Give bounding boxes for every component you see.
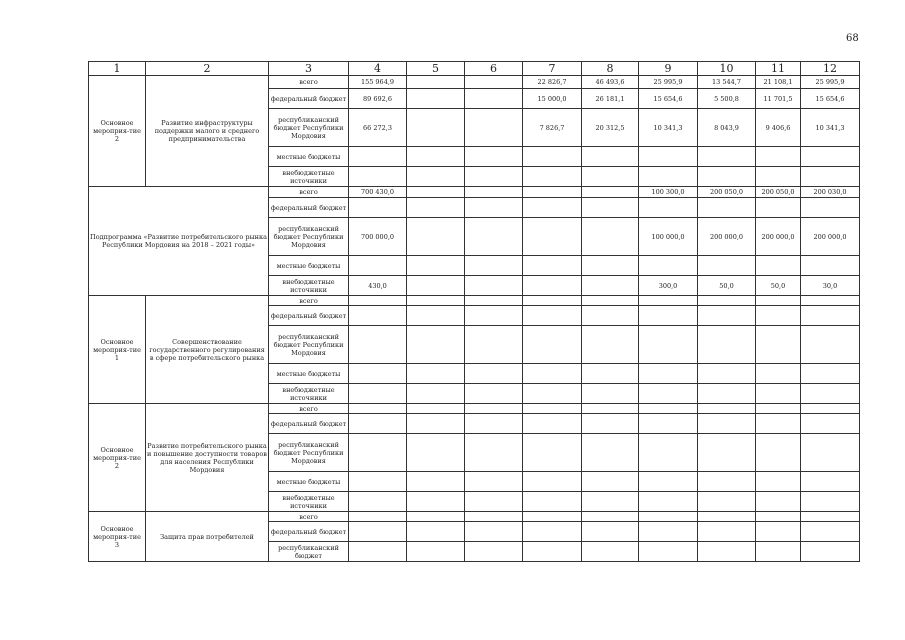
cell-col8: [582, 472, 639, 492]
cell-col7: [523, 542, 582, 562]
cell-col11: [756, 522, 801, 542]
cell-col5: [407, 512, 465, 522]
funding-source: местные бюджеты: [269, 256, 349, 276]
header-cell: 5: [407, 62, 465, 76]
cell-col6: [465, 384, 523, 404]
cell-col6: [465, 522, 523, 542]
cell-col12: [801, 147, 860, 167]
cell-col6: [465, 326, 523, 364]
cell-col5: [407, 306, 465, 326]
subprogram-name: Подпрограмма «Развитие потребительского рынка Республики Мордовия на 2018 – 2021 годы»: [89, 187, 269, 296]
cell-col9: [639, 256, 698, 276]
cell-col11: [756, 364, 801, 384]
cell-col8: [582, 522, 639, 542]
funding-source: республиканский бюджет Республики Мордовия: [269, 218, 349, 256]
table-row: [89, 187, 860, 198]
cell-col5: [407, 187, 465, 198]
cell-col4: [349, 296, 407, 306]
cell-col8: [582, 364, 639, 384]
cell-col4: [349, 167, 407, 187]
cell-col5: [407, 276, 465, 296]
cell-col5: [407, 326, 465, 364]
cell-col10: 200 000,0: [698, 218, 756, 256]
funding-source: всего: [269, 187, 349, 198]
cell-col9: [639, 306, 698, 326]
cell-col5: [407, 198, 465, 218]
cell-col5: [407, 147, 465, 167]
cell-col7: [523, 276, 582, 296]
cell-col9: [639, 492, 698, 512]
cell-col7: [523, 198, 582, 218]
cell-col5: [407, 296, 465, 306]
cell-col9: 15 654,6: [639, 89, 698, 109]
cell-col9: [639, 296, 698, 306]
cell-col11: [756, 414, 801, 434]
cell-col12: [801, 306, 860, 326]
cell-col9: 300,0: [639, 276, 698, 296]
cell-col6: [465, 414, 523, 434]
cell-col12: [801, 404, 860, 414]
cell-col10: 200 050,0: [698, 187, 756, 198]
header-cell: 9: [639, 62, 698, 76]
cell-col9: 10 341,3: [639, 109, 698, 147]
table-row: [89, 296, 860, 306]
funding-source: внебюджетные источники: [269, 276, 349, 296]
cell-col12: [801, 522, 860, 542]
cell-col8: [582, 198, 639, 218]
cell-col6: [465, 492, 523, 512]
cell-col5: [407, 109, 465, 147]
cell-col10: 5 500,8: [698, 89, 756, 109]
cell-col8: [582, 434, 639, 472]
cell-col8: [582, 384, 639, 404]
cell-col7: [523, 512, 582, 522]
cell-col5: [407, 414, 465, 434]
cell-col6: [465, 364, 523, 384]
funding-source: внебюджетные источники: [269, 384, 349, 404]
cell-col4: [349, 512, 407, 522]
cell-col12: [801, 512, 860, 522]
cell-col9: 100 000,0: [639, 218, 698, 256]
cell-col12: [801, 542, 860, 562]
cell-col8: [582, 492, 639, 512]
header-cell: 7: [523, 62, 582, 76]
cell-col12: [801, 326, 860, 364]
cell-col10: [698, 384, 756, 404]
cell-col12: [801, 472, 860, 492]
cell-col7: [523, 187, 582, 198]
cell-col11: 200 050,0: [756, 187, 801, 198]
activity-label: Основное мероприя-тие 3: [89, 512, 146, 562]
header-cell: 1: [89, 62, 146, 76]
funding-source: республиканский бюджет Республики Мордовия: [269, 326, 349, 364]
cell-col7: [523, 326, 582, 364]
cell-col10: 8 043,9: [698, 109, 756, 147]
cell-col11: [756, 198, 801, 218]
cell-col9: [639, 167, 698, 187]
cell-col10: [698, 512, 756, 522]
cell-col9: 100 300,0: [639, 187, 698, 198]
cell-col11: 9 406,6: [756, 109, 801, 147]
cell-col12: 10 341,3: [801, 109, 860, 147]
cell-col4: [349, 306, 407, 326]
cell-col9: [639, 198, 698, 218]
cell-col7: [523, 522, 582, 542]
cell-col4: [349, 198, 407, 218]
cell-col12: [801, 364, 860, 384]
cell-col4: 700 430,0: [349, 187, 407, 198]
cell-col6: [465, 512, 523, 522]
cell-col7: [523, 492, 582, 512]
cell-col6: [465, 109, 523, 147]
cell-col6: [465, 434, 523, 472]
cell-col5: [407, 167, 465, 187]
cell-col5: [407, 492, 465, 512]
cell-col12: [801, 434, 860, 472]
cell-col7: [523, 218, 582, 256]
cell-col10: [698, 472, 756, 492]
cell-col5: [407, 256, 465, 276]
cell-col4: [349, 326, 407, 364]
cell-col6: [465, 472, 523, 492]
cell-col10: [698, 306, 756, 326]
cell-col8: [582, 404, 639, 414]
cell-col9: [639, 522, 698, 542]
cell-col8: [582, 512, 639, 522]
cell-col11: [756, 296, 801, 306]
cell-col11: [756, 472, 801, 492]
funding-source: местные бюджеты: [269, 147, 349, 167]
activity-label: Основное мероприя-тие 1: [89, 296, 146, 404]
cell-col4: [349, 472, 407, 492]
cell-col11: 200 000,0: [756, 218, 801, 256]
funding-source: внебюджетные источники: [269, 492, 349, 512]
funding-source: местные бюджеты: [269, 472, 349, 492]
activity-name: Развитие потребительского рынка и повышение доступности товаров для населения Республики Мордовия: [146, 404, 269, 512]
cell-col6: [465, 256, 523, 276]
cell-col11: 21 108,1: [756, 76, 801, 89]
cell-col8: [582, 218, 639, 256]
cell-col9: [639, 404, 698, 414]
cell-col10: [698, 522, 756, 542]
cell-col4: [349, 147, 407, 167]
funding-source: федеральный бюджет: [269, 198, 349, 218]
cell-col5: [407, 384, 465, 404]
funding-source: республиканский бюджет Республики Мордовия: [269, 434, 349, 472]
cell-col7: [523, 404, 582, 414]
table-row: [89, 512, 860, 522]
cell-col11: [756, 492, 801, 512]
cell-col7: [523, 384, 582, 404]
cell-col9: [639, 472, 698, 492]
cell-col9: [639, 414, 698, 434]
cell-col9: [639, 326, 698, 364]
cell-col4: [349, 414, 407, 434]
cell-col8: [582, 167, 639, 187]
page-number: 68: [846, 33, 859, 44]
header-cell: 8: [582, 62, 639, 76]
header-cell: 6: [465, 62, 523, 76]
cell-col9: [639, 542, 698, 562]
cell-col6: [465, 276, 523, 296]
header-cell: 10: [698, 62, 756, 76]
cell-col11: [756, 147, 801, 167]
cell-col12: [801, 167, 860, 187]
cell-col12: [801, 296, 860, 306]
cell-col8: [582, 542, 639, 562]
cell-col8: 26 181,1: [582, 89, 639, 109]
cell-col7: [523, 256, 582, 276]
funding-source: внебюджетные источники: [269, 167, 349, 187]
cell-col7: [523, 364, 582, 384]
cell-col5: [407, 404, 465, 414]
cell-col10: [698, 256, 756, 276]
cell-col6: [465, 218, 523, 256]
cell-col4: [349, 434, 407, 472]
cell-col5: [407, 522, 465, 542]
cell-col6: [465, 187, 523, 198]
activity-name: Защита прав потребителей: [146, 512, 269, 562]
cell-col10: [698, 364, 756, 384]
budget-table: [88, 61, 860, 562]
cell-col10: 13 544,7: [698, 76, 756, 89]
cell-col8: [582, 306, 639, 326]
cell-col4: 430,0: [349, 276, 407, 296]
cell-col4: 700 000,0: [349, 218, 407, 256]
cell-col7: [523, 296, 582, 306]
cell-col6: [465, 198, 523, 218]
cell-col6: [465, 167, 523, 187]
cell-col12: [801, 384, 860, 404]
cell-col4: 66 272,3: [349, 109, 407, 147]
cell-col11: [756, 404, 801, 414]
cell-col9: 25 995,9: [639, 76, 698, 89]
cell-col8: [582, 414, 639, 434]
funding-source: федеральный бюджет: [269, 306, 349, 326]
cell-col4: [349, 364, 407, 384]
cell-col5: [407, 218, 465, 256]
cell-col7: [523, 414, 582, 434]
cell-col8: [582, 276, 639, 296]
cell-col4: 89 692,6: [349, 89, 407, 109]
funding-source: всего: [269, 76, 349, 89]
cell-col12: 200 030,0: [801, 187, 860, 198]
activity-label: Основное мероприя-тие 2: [89, 76, 146, 187]
cell-col4: [349, 256, 407, 276]
cell-col10: [698, 326, 756, 364]
funding-source: республиканский бюджет: [269, 542, 349, 562]
cell-col5: [407, 364, 465, 384]
table-row: [89, 76, 860, 89]
cell-col5: [407, 542, 465, 562]
cell-col11: [756, 256, 801, 276]
cell-col5: [407, 76, 465, 89]
cell-col7: 7 826,7: [523, 109, 582, 147]
header-cell: 3: [269, 62, 349, 76]
cell-col8: [582, 326, 639, 364]
cell-col10: [698, 492, 756, 512]
cell-col9: [639, 364, 698, 384]
cell-col7: [523, 167, 582, 187]
funding-source: федеральный бюджет: [269, 522, 349, 542]
cell-col12: 25 995,9: [801, 76, 860, 89]
cell-col10: [698, 198, 756, 218]
cell-col7: [523, 147, 582, 167]
cell-col12: [801, 256, 860, 276]
cell-col9: [639, 147, 698, 167]
cell-col4: [349, 522, 407, 542]
header-cell: 12: [801, 62, 860, 76]
cell-col5: [407, 434, 465, 472]
cell-col7: 22 826,7: [523, 76, 582, 89]
cell-col9: [639, 434, 698, 472]
header-row: [89, 62, 860, 76]
cell-col11: [756, 512, 801, 522]
cell-col8: [582, 256, 639, 276]
cell-col11: [756, 326, 801, 364]
cell-col7: 15 000,0: [523, 89, 582, 109]
cell-col12: 30,0: [801, 276, 860, 296]
cell-col8: [582, 147, 639, 167]
cell-col11: 50,0: [756, 276, 801, 296]
header-cell: 2: [146, 62, 269, 76]
cell-col11: 11 701,5: [756, 89, 801, 109]
cell-col11: [756, 384, 801, 404]
cell-col12: 200 000,0: [801, 218, 860, 256]
cell-col12: [801, 414, 860, 434]
cell-col6: [465, 89, 523, 109]
activity-label: Основное мероприя-тие 2: [89, 404, 146, 512]
cell-col4: [349, 542, 407, 562]
activity-name: Совершенствование государственного регулирования в сфере потребительского рынка: [146, 296, 269, 404]
cell-col11: [756, 542, 801, 562]
cell-col4: 155 964,9: [349, 76, 407, 89]
cell-col6: [465, 306, 523, 326]
cell-col6: [465, 542, 523, 562]
cell-col7: [523, 306, 582, 326]
cell-col6: [465, 76, 523, 89]
cell-col10: [698, 167, 756, 187]
cell-col11: [756, 434, 801, 472]
cell-col10: [698, 414, 756, 434]
cell-col11: [756, 167, 801, 187]
cell-col7: [523, 472, 582, 492]
header-cell: 11: [756, 62, 801, 76]
funding-source: федеральный бюджет: [269, 89, 349, 109]
funding-source: местные бюджеты: [269, 364, 349, 384]
activity-name: Развитие инфраструктуры поддержки малого и среднего предпринимательства: [146, 76, 269, 187]
header-cell: 4: [349, 62, 407, 76]
cell-col12: [801, 492, 860, 512]
cell-col10: [698, 434, 756, 472]
table-row: [89, 404, 860, 414]
cell-col10: [698, 147, 756, 167]
cell-col10: 50,0: [698, 276, 756, 296]
cell-col8: 46 493,6: [582, 76, 639, 89]
funding-source: всего: [269, 404, 349, 414]
cell-col5: [407, 472, 465, 492]
funding-source: всего: [269, 512, 349, 522]
cell-col10: [698, 404, 756, 414]
cell-col6: [465, 147, 523, 167]
cell-col11: [756, 306, 801, 326]
cell-col10: [698, 542, 756, 562]
cell-col8: [582, 187, 639, 198]
cell-col12: 15 654,6: [801, 89, 860, 109]
cell-col12: [801, 198, 860, 218]
cell-col8: [582, 296, 639, 306]
cell-col5: [407, 89, 465, 109]
cell-col10: [698, 296, 756, 306]
cell-col8: 20 312,5: [582, 109, 639, 147]
funding-source: всего: [269, 296, 349, 306]
cell-col4: [349, 492, 407, 512]
cell-col4: [349, 384, 407, 404]
cell-col9: [639, 384, 698, 404]
funding-source: республиканский бюджет Республики Мордовия: [269, 109, 349, 147]
cell-col6: [465, 404, 523, 414]
cell-col9: [639, 512, 698, 522]
cell-col6: [465, 296, 523, 306]
cell-col4: [349, 404, 407, 414]
cell-col7: [523, 434, 582, 472]
funding-source: федеральный бюджет: [269, 414, 349, 434]
